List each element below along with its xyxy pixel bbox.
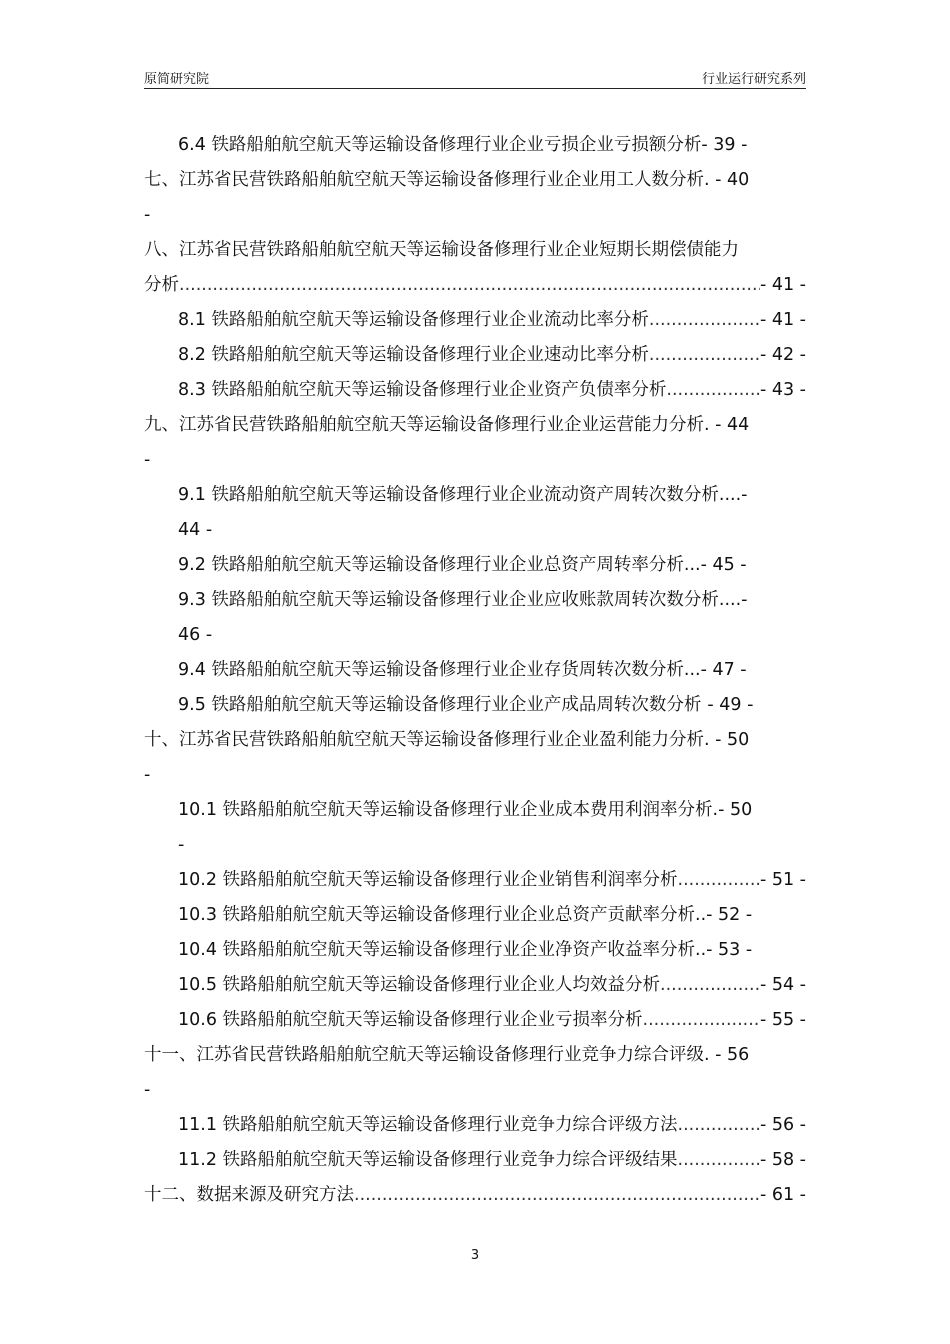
- toc-entry-page: ...- 45 -: [683, 555, 747, 575]
- toc-entry-title: 10.3 铁路船舶航空航天等运输设备修理行业企业总资产贡献率分析: [178, 905, 696, 925]
- table-of-contents: [144, 128, 806, 1213]
- toc-entry-page: . - 50: [704, 730, 750, 750]
- toc-entry[interactable]: [144, 653, 806, 688]
- toc-entry-title: 8.2 铁路船舶航空航天等运输设备修理行业企业速动比率分析: [178, 345, 649, 365]
- toc-entry-page-continued: -: [144, 205, 151, 225]
- toc-entry-title: 8.1 铁路船舶航空航天等运输设备修理行业企业流动比率分析: [178, 310, 649, 330]
- toc-entry-page: ....-: [718, 590, 748, 610]
- toc-entry-page: - 41 -: [759, 275, 806, 295]
- leader-dots: [649, 338, 760, 373]
- toc-entry[interactable]: [144, 338, 806, 373]
- toc-entry-title: 9.4 铁路船舶航空航天等运输设备修理行业企业存货周转次数分析: [178, 660, 684, 680]
- toc-entry-page: - 49 -: [707, 695, 754, 715]
- toc-entry[interactable]: [144, 863, 806, 898]
- header-org-name: 原简研究院: [144, 72, 210, 87]
- toc-entry-title: 十、江苏省民营铁路船舶航空航天等运输设备修理行业企业盈利能力分析: [144, 730, 704, 750]
- page-number: 3: [470, 1248, 480, 1263]
- toc-entry-title: 9.5 铁路船舶航空航天等运输设备修理行业企业产成品周转次数分析: [178, 695, 702, 715]
- toc-entry[interactable]: [144, 303, 806, 338]
- leader-dots: [660, 968, 760, 1003]
- toc-entry[interactable]: [144, 583, 806, 618]
- toc-entry[interactable]: [144, 1108, 806, 1143]
- leader-dots: [678, 1108, 760, 1143]
- toc-entry-title: 十一、江苏省民营铁路船舶航空航天等运输设备修理行业竞争力综合评级: [144, 1045, 704, 1065]
- toc-entry[interactable]: [144, 548, 806, 583]
- toc-entry-title: 10.1 铁路船舶航空航天等运输设备修理行业企业成本费用利润率分析: [178, 800, 713, 820]
- page-header: [144, 66, 806, 89]
- header-series-name: 行业运行研究系列: [701, 72, 806, 87]
- toc-entry-title: 11.1 铁路船舶航空航天等运输设备修理行业竞争力综合评级方法: [178, 1115, 678, 1135]
- toc-entry-page-continued: 44 -: [178, 520, 213, 540]
- toc-entry-page-continued: -: [144, 765, 151, 785]
- toc-entry[interactable]: [144, 233, 806, 268]
- toc-entry-page: - 56 -: [759, 1115, 806, 1135]
- toc-entry-title: 8.3 铁路船舶航空航天等运输设备修理行业企业资产负债率分析: [178, 380, 667, 400]
- toc-entry[interactable]: [144, 1003, 806, 1038]
- toc-entry[interactable]: [144, 688, 806, 723]
- toc-entry[interactable]: [144, 1038, 806, 1073]
- toc-entry-page: - 41 -: [759, 310, 806, 330]
- toc-entry[interactable]: [144, 478, 806, 513]
- toc-entry-page: - 58 -: [759, 1150, 806, 1170]
- toc-entry[interactable]: [144, 968, 806, 1003]
- toc-entry-title-continued: 分析: [144, 275, 179, 295]
- toc-entry[interactable]: [144, 898, 806, 933]
- toc-entry-page: - 61 -: [759, 1185, 806, 1205]
- toc-entry-page-continued: -: [144, 1080, 151, 1100]
- leader-dots: [666, 373, 760, 408]
- toc-entry-continuation: [144, 268, 806, 303]
- leader-dots: [643, 1003, 760, 1038]
- toc-entry-title: 9.1 铁路船舶航空航天等运输设备修理行业企业流动资产周转次数分析: [178, 485, 719, 505]
- toc-entry-page: .- 50: [712, 800, 753, 820]
- toc-entry-title: 十二、数据来源及研究方法: [144, 1185, 354, 1205]
- toc-entry-title: 10.2 铁路船舶航空航天等运输设备修理行业企业销售利润率分析: [178, 870, 678, 890]
- toc-entry[interactable]: [144, 793, 806, 828]
- toc-entry-continuation: [144, 828, 806, 863]
- toc-entry[interactable]: [144, 408, 806, 443]
- toc-entry-title: 11.2 铁路船舶航空航天等运输设备修理行业竞争力综合评级结果: [178, 1150, 678, 1170]
- toc-entry-title: 10.5 铁路船舶航空航天等运输设备修理行业企业人均效益分析: [178, 975, 661, 995]
- toc-entry-title: 9.3 铁路船舶航空航天等运输设备修理行业企业应收账款周转次数分析: [178, 590, 719, 610]
- toc-entry-page: ...- 47 -: [683, 660, 747, 680]
- toc-entry-continuation: [144, 443, 806, 478]
- toc-entry-page: . - 56: [704, 1045, 750, 1065]
- toc-entry-page: . - 40: [704, 170, 750, 190]
- toc-entry-page: ....-: [718, 485, 748, 505]
- leader-dots: [678, 1143, 760, 1178]
- toc-entry-page-continued: -: [144, 450, 151, 470]
- toc-entry[interactable]: [144, 933, 806, 968]
- toc-entry[interactable]: [144, 723, 806, 758]
- toc-entry-title: 八、江苏省民营铁路船舶航空航天等运输设备修理行业企业短期长期偿债能力: [144, 240, 739, 260]
- toc-entry-page-continued: -: [178, 835, 185, 855]
- toc-entry[interactable]: [144, 128, 806, 163]
- toc-entry-page: ..- 53 -: [695, 940, 753, 960]
- toc-entry-page: - 43 -: [759, 380, 806, 400]
- toc-entry-title: 10.6 铁路船舶航空航天等运输设备修理行业企业亏损率分析: [178, 1010, 643, 1030]
- toc-entry-continuation: [144, 513, 806, 548]
- toc-entry-title: 九、江苏省民营铁路船舶航空航天等运输设备修理行业企业运营能力分析: [144, 415, 704, 435]
- leader-dots: [354, 1178, 760, 1213]
- toc-entry-page: . - 44: [704, 415, 750, 435]
- toc-entry-page: - 55 -: [759, 1010, 806, 1030]
- toc-entry-title: 10.4 铁路船舶航空航天等运输设备修理行业企业净资产收益率分析: [178, 940, 696, 960]
- toc-entry[interactable]: [144, 1178, 806, 1213]
- toc-entry-page: - 54 -: [759, 975, 806, 995]
- toc-entry-title: 七、江苏省民营铁路船舶航空航天等运输设备修理行业企业用工人数分析: [144, 170, 704, 190]
- toc-entry-page: - 51 -: [759, 870, 806, 890]
- toc-entry-page-continued: 46 -: [178, 625, 213, 645]
- leader-dots: [179, 268, 760, 303]
- toc-entry-page: - 42 -: [759, 345, 806, 365]
- leader-dots: [649, 303, 760, 338]
- toc-entry-continuation: [144, 1073, 806, 1108]
- toc-entry-continuation: [144, 618, 806, 653]
- toc-entry-page: ..- 52 -: [695, 905, 753, 925]
- toc-entry-title: 6.4 铁路船舶航空航天等运输设备修理行业企业亏损企业亏损额分析: [178, 135, 702, 155]
- toc-entry-page: - 39 -: [701, 135, 748, 155]
- toc-entry[interactable]: [144, 373, 806, 408]
- toc-entry[interactable]: [144, 1143, 806, 1178]
- leader-dots: [678, 863, 760, 898]
- toc-entry[interactable]: [144, 163, 806, 198]
- toc-entry-title: 9.2 铁路船舶航空航天等运输设备修理行业企业总资产周转率分析: [178, 555, 684, 575]
- toc-entry-continuation: [144, 758, 806, 793]
- toc-entry-continuation: [144, 198, 806, 233]
